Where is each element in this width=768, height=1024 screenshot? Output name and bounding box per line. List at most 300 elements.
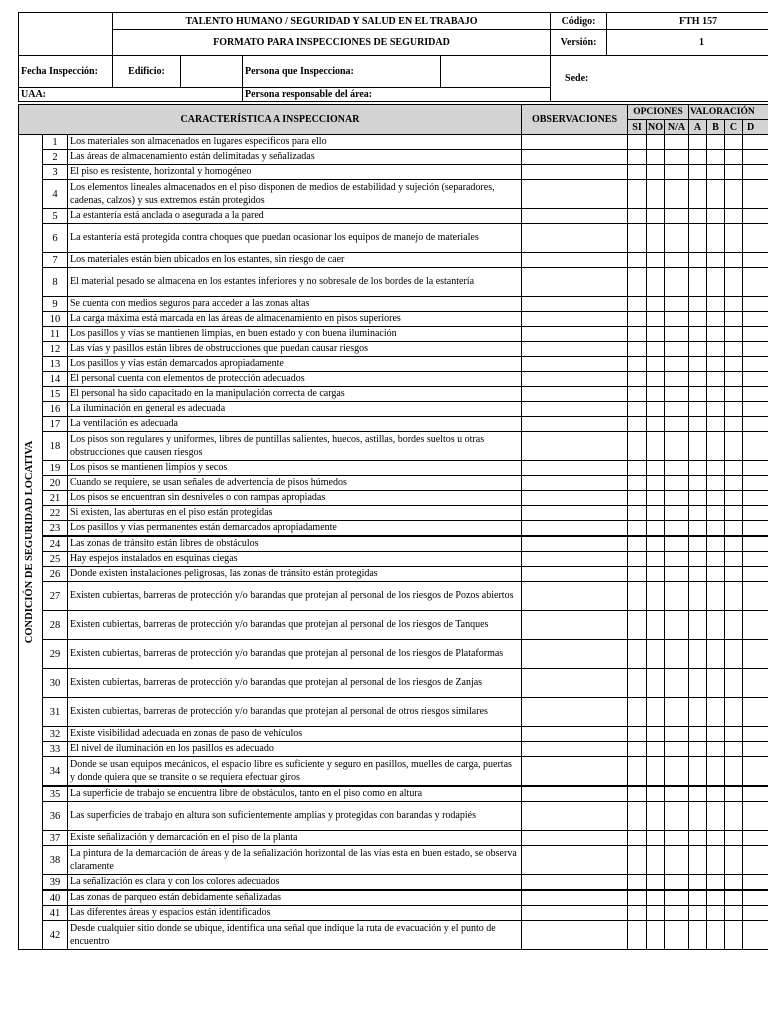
a-cell[interactable] [689, 180, 707, 209]
na-cell[interactable] [665, 432, 689, 461]
b-cell[interactable] [707, 491, 725, 506]
a-cell[interactable] [689, 698, 707, 727]
a-cell[interactable] [689, 875, 707, 891]
b-cell[interactable] [707, 357, 725, 372]
observaciones-cell[interactable] [522, 742, 628, 757]
si-cell[interactable] [628, 417, 647, 432]
d-cell[interactable] [743, 831, 768, 846]
no-cell[interactable] [647, 890, 665, 906]
si-cell[interactable] [628, 727, 647, 742]
observaciones-cell[interactable] [522, 432, 628, 461]
si-cell[interactable] [628, 297, 647, 312]
si-cell[interactable] [628, 402, 647, 417]
si-cell[interactable] [628, 640, 647, 669]
b-cell[interactable] [707, 312, 725, 327]
b-cell[interactable] [707, 582, 725, 611]
c-cell[interactable] [725, 742, 743, 757]
c-cell[interactable] [725, 506, 743, 521]
si-cell[interactable] [628, 875, 647, 891]
no-cell[interactable] [647, 640, 665, 669]
b-cell[interactable] [707, 297, 725, 312]
no-cell[interactable] [647, 180, 665, 209]
na-cell[interactable] [665, 640, 689, 669]
observaciones-cell[interactable] [522, 890, 628, 906]
na-cell[interactable] [665, 357, 689, 372]
c-cell[interactable] [725, 875, 743, 891]
a-cell[interactable] [689, 135, 707, 150]
c-cell[interactable] [725, 890, 743, 906]
c-cell[interactable] [725, 432, 743, 461]
a-cell[interactable] [689, 552, 707, 567]
na-cell[interactable] [665, 224, 689, 253]
na-cell[interactable] [665, 742, 689, 757]
no-cell[interactable] [647, 312, 665, 327]
observaciones-cell[interactable] [522, 757, 628, 787]
si-cell[interactable] [628, 698, 647, 727]
observaciones-cell[interactable] [522, 567, 628, 582]
a-cell[interactable] [689, 742, 707, 757]
na-cell[interactable] [665, 342, 689, 357]
observaciones-cell[interactable] [522, 297, 628, 312]
d-cell[interactable] [743, 297, 768, 312]
na-cell[interactable] [665, 327, 689, 342]
d-cell[interactable] [743, 742, 768, 757]
a-cell[interactable] [689, 461, 707, 476]
a-cell[interactable] [689, 669, 707, 698]
c-cell[interactable] [725, 582, 743, 611]
d-cell[interactable] [743, 327, 768, 342]
c-cell[interactable] [725, 921, 743, 950]
observaciones-cell[interactable] [522, 135, 628, 150]
si-cell[interactable] [628, 342, 647, 357]
na-cell[interactable] [665, 417, 689, 432]
c-cell[interactable] [725, 611, 743, 640]
a-cell[interactable] [689, 536, 707, 552]
a-cell[interactable] [689, 521, 707, 537]
no-cell[interactable] [647, 327, 665, 342]
a-cell[interactable] [689, 506, 707, 521]
d-cell[interactable] [743, 432, 768, 461]
c-cell[interactable] [725, 476, 743, 491]
d-cell[interactable] [743, 611, 768, 640]
d-cell[interactable] [743, 552, 768, 567]
na-cell[interactable] [665, 476, 689, 491]
no-cell[interactable] [647, 491, 665, 506]
c-cell[interactable] [725, 209, 743, 224]
si-cell[interactable] [628, 253, 647, 268]
no-cell[interactable] [647, 506, 665, 521]
si-cell[interactable] [628, 846, 647, 875]
no-cell[interactable] [647, 165, 665, 180]
a-cell[interactable] [689, 802, 707, 831]
na-cell[interactable] [665, 875, 689, 891]
d-cell[interactable] [743, 417, 768, 432]
a-cell[interactable] [689, 387, 707, 402]
no-cell[interactable] [647, 727, 665, 742]
observaciones-cell[interactable] [522, 476, 628, 491]
d-cell[interactable] [743, 312, 768, 327]
no-cell[interactable] [647, 669, 665, 698]
b-cell[interactable] [707, 432, 725, 461]
a-cell[interactable] [689, 846, 707, 875]
si-cell[interactable] [628, 165, 647, 180]
b-cell[interactable] [707, 253, 725, 268]
a-cell[interactable] [689, 906, 707, 921]
na-cell[interactable] [665, 727, 689, 742]
d-cell[interactable] [743, 727, 768, 742]
si-cell[interactable] [628, 742, 647, 757]
b-cell[interactable] [707, 165, 725, 180]
b-cell[interactable] [707, 552, 725, 567]
c-cell[interactable] [725, 417, 743, 432]
no-cell[interactable] [647, 552, 665, 567]
si-cell[interactable] [628, 476, 647, 491]
no-cell[interactable] [647, 536, 665, 552]
si-cell[interactable] [628, 890, 647, 906]
si-cell[interactable] [628, 491, 647, 506]
c-cell[interactable] [725, 312, 743, 327]
no-cell[interactable] [647, 567, 665, 582]
no-cell[interactable] [647, 417, 665, 432]
b-cell[interactable] [707, 536, 725, 552]
observaciones-cell[interactable] [522, 224, 628, 253]
b-cell[interactable] [707, 372, 725, 387]
no-cell[interactable] [647, 698, 665, 727]
b-cell[interactable] [707, 476, 725, 491]
observaciones-cell[interactable] [522, 786, 628, 802]
si-cell[interactable] [628, 802, 647, 831]
d-cell[interactable] [743, 224, 768, 253]
d-cell[interactable] [743, 921, 768, 950]
na-cell[interactable] [665, 921, 689, 950]
a-cell[interactable] [689, 611, 707, 640]
si-cell[interactable] [628, 432, 647, 461]
no-cell[interactable] [647, 846, 665, 875]
c-cell[interactable] [725, 521, 743, 537]
d-cell[interactable] [743, 402, 768, 417]
d-cell[interactable] [743, 506, 768, 521]
observaciones-cell[interactable] [522, 536, 628, 552]
b-cell[interactable] [707, 611, 725, 640]
no-cell[interactable] [647, 875, 665, 891]
no-cell[interactable] [647, 357, 665, 372]
observaciones-cell[interactable] [522, 521, 628, 537]
si-cell[interactable] [628, 327, 647, 342]
c-cell[interactable] [725, 135, 743, 150]
na-cell[interactable] [665, 387, 689, 402]
si-cell[interactable] [628, 387, 647, 402]
si-cell[interactable] [628, 135, 647, 150]
si-cell[interactable] [628, 921, 647, 950]
na-cell[interactable] [665, 150, 689, 165]
observaciones-cell[interactable] [522, 906, 628, 921]
observaciones-cell[interactable] [522, 253, 628, 268]
observaciones-cell[interactable] [522, 327, 628, 342]
si-cell[interactable] [628, 521, 647, 537]
c-cell[interactable] [725, 165, 743, 180]
no-cell[interactable] [647, 611, 665, 640]
si-cell[interactable] [628, 611, 647, 640]
si-cell[interactable] [628, 180, 647, 209]
c-cell[interactable] [725, 253, 743, 268]
no-cell[interactable] [647, 432, 665, 461]
d-cell[interactable] [743, 209, 768, 224]
a-cell[interactable] [689, 342, 707, 357]
b-cell[interactable] [707, 224, 725, 253]
a-cell[interactable] [689, 372, 707, 387]
edificio-field[interactable] [181, 56, 243, 88]
d-cell[interactable] [743, 180, 768, 209]
b-cell[interactable] [707, 921, 725, 950]
no-cell[interactable] [647, 135, 665, 150]
b-cell[interactable] [707, 150, 725, 165]
c-cell[interactable] [725, 669, 743, 698]
b-cell[interactable] [707, 327, 725, 342]
si-cell[interactable] [628, 312, 647, 327]
b-cell[interactable] [707, 521, 725, 537]
na-cell[interactable] [665, 611, 689, 640]
observaciones-cell[interactable] [522, 846, 628, 875]
d-cell[interactable] [743, 387, 768, 402]
c-cell[interactable] [725, 402, 743, 417]
observaciones-cell[interactable] [522, 640, 628, 669]
a-cell[interactable] [689, 327, 707, 342]
no-cell[interactable] [647, 387, 665, 402]
c-cell[interactable] [725, 297, 743, 312]
c-cell[interactable] [725, 342, 743, 357]
observaciones-cell[interactable] [522, 372, 628, 387]
d-cell[interactable] [743, 757, 768, 787]
no-cell[interactable] [647, 150, 665, 165]
b-cell[interactable] [707, 387, 725, 402]
a-cell[interactable] [689, 582, 707, 611]
d-cell[interactable] [743, 802, 768, 831]
observaciones-cell[interactable] [522, 312, 628, 327]
a-cell[interactable] [689, 417, 707, 432]
na-cell[interactable] [665, 698, 689, 727]
na-cell[interactable] [665, 552, 689, 567]
c-cell[interactable] [725, 357, 743, 372]
no-cell[interactable] [647, 268, 665, 297]
observaciones-cell[interactable] [522, 669, 628, 698]
observaciones-cell[interactable] [522, 552, 628, 567]
no-cell[interactable] [647, 461, 665, 476]
b-cell[interactable] [707, 402, 725, 417]
observaciones-cell[interactable] [522, 506, 628, 521]
no-cell[interactable] [647, 372, 665, 387]
b-cell[interactable] [707, 417, 725, 432]
d-cell[interactable] [743, 476, 768, 491]
na-cell[interactable] [665, 906, 689, 921]
no-cell[interactable] [647, 786, 665, 802]
no-cell[interactable] [647, 342, 665, 357]
a-cell[interactable] [689, 312, 707, 327]
d-cell[interactable] [743, 135, 768, 150]
observaciones-cell[interactable] [522, 875, 628, 891]
d-cell[interactable] [743, 268, 768, 297]
c-cell[interactable] [725, 906, 743, 921]
observaciones-cell[interactable] [522, 417, 628, 432]
na-cell[interactable] [665, 491, 689, 506]
na-cell[interactable] [665, 890, 689, 906]
a-cell[interactable] [689, 491, 707, 506]
d-cell[interactable] [743, 890, 768, 906]
observaciones-cell[interactable] [522, 268, 628, 297]
na-cell[interactable] [665, 253, 689, 268]
na-cell[interactable] [665, 180, 689, 209]
observaciones-cell[interactable] [522, 831, 628, 846]
si-cell[interactable] [628, 552, 647, 567]
si-cell[interactable] [628, 461, 647, 476]
si-cell[interactable] [628, 567, 647, 582]
d-cell[interactable] [743, 342, 768, 357]
d-cell[interactable] [743, 786, 768, 802]
b-cell[interactable] [707, 727, 725, 742]
c-cell[interactable] [725, 786, 743, 802]
a-cell[interactable] [689, 757, 707, 787]
si-cell[interactable] [628, 669, 647, 698]
no-cell[interactable] [647, 831, 665, 846]
a-cell[interactable] [689, 402, 707, 417]
b-cell[interactable] [707, 669, 725, 698]
b-cell[interactable] [707, 342, 725, 357]
c-cell[interactable] [725, 387, 743, 402]
c-cell[interactable] [725, 150, 743, 165]
c-cell[interactable] [725, 802, 743, 831]
b-cell[interactable] [707, 906, 725, 921]
b-cell[interactable] [707, 757, 725, 787]
b-cell[interactable] [707, 698, 725, 727]
d-cell[interactable] [743, 491, 768, 506]
d-cell[interactable] [743, 846, 768, 875]
na-cell[interactable] [665, 567, 689, 582]
c-cell[interactable] [725, 180, 743, 209]
no-cell[interactable] [647, 582, 665, 611]
na-cell[interactable] [665, 846, 689, 875]
no-cell[interactable] [647, 906, 665, 921]
a-cell[interactable] [689, 268, 707, 297]
b-cell[interactable] [707, 875, 725, 891]
b-cell[interactable] [707, 742, 725, 757]
si-cell[interactable] [628, 150, 647, 165]
si-cell[interactable] [628, 536, 647, 552]
no-cell[interactable] [647, 224, 665, 253]
no-cell[interactable] [647, 742, 665, 757]
na-cell[interactable] [665, 536, 689, 552]
observaciones-cell[interactable] [522, 921, 628, 950]
d-cell[interactable] [743, 150, 768, 165]
b-cell[interactable] [707, 846, 725, 875]
d-cell[interactable] [743, 253, 768, 268]
a-cell[interactable] [689, 432, 707, 461]
no-cell[interactable] [647, 921, 665, 950]
na-cell[interactable] [665, 802, 689, 831]
no-cell[interactable] [647, 253, 665, 268]
c-cell[interactable] [725, 268, 743, 297]
no-cell[interactable] [647, 476, 665, 491]
a-cell[interactable] [689, 357, 707, 372]
observaciones-cell[interactable] [522, 582, 628, 611]
observaciones-cell[interactable] [522, 802, 628, 831]
na-cell[interactable] [665, 521, 689, 537]
b-cell[interactable] [707, 135, 725, 150]
a-cell[interactable] [689, 224, 707, 253]
a-cell[interactable] [689, 253, 707, 268]
na-cell[interactable] [665, 831, 689, 846]
b-cell[interactable] [707, 268, 725, 297]
si-cell[interactable] [628, 757, 647, 787]
observaciones-cell[interactable] [522, 387, 628, 402]
si-cell[interactable] [628, 209, 647, 224]
si-cell[interactable] [628, 357, 647, 372]
c-cell[interactable] [725, 846, 743, 875]
c-cell[interactable] [725, 640, 743, 669]
d-cell[interactable] [743, 461, 768, 476]
c-cell[interactable] [725, 757, 743, 787]
observaciones-cell[interactable] [522, 209, 628, 224]
na-cell[interactable] [665, 297, 689, 312]
d-cell[interactable] [743, 165, 768, 180]
a-cell[interactable] [689, 567, 707, 582]
na-cell[interactable] [665, 402, 689, 417]
no-cell[interactable] [647, 209, 665, 224]
a-cell[interactable] [689, 297, 707, 312]
a-cell[interactable] [689, 640, 707, 669]
d-cell[interactable] [743, 567, 768, 582]
no-cell[interactable] [647, 521, 665, 537]
b-cell[interactable] [707, 786, 725, 802]
na-cell[interactable] [665, 669, 689, 698]
no-cell[interactable] [647, 402, 665, 417]
observaciones-cell[interactable] [522, 165, 628, 180]
no-cell[interactable] [647, 802, 665, 831]
c-cell[interactable] [725, 461, 743, 476]
observaciones-cell[interactable] [522, 180, 628, 209]
d-cell[interactable] [743, 875, 768, 891]
b-cell[interactable] [707, 802, 725, 831]
na-cell[interactable] [665, 506, 689, 521]
b-cell[interactable] [707, 209, 725, 224]
d-cell[interactable] [743, 640, 768, 669]
na-cell[interactable] [665, 461, 689, 476]
a-cell[interactable] [689, 831, 707, 846]
observaciones-cell[interactable] [522, 150, 628, 165]
a-cell[interactable] [689, 209, 707, 224]
c-cell[interactable] [725, 727, 743, 742]
na-cell[interactable] [665, 312, 689, 327]
observaciones-cell[interactable] [522, 698, 628, 727]
b-cell[interactable] [707, 567, 725, 582]
d-cell[interactable] [743, 372, 768, 387]
c-cell[interactable] [725, 491, 743, 506]
c-cell[interactable] [725, 698, 743, 727]
a-cell[interactable] [689, 921, 707, 950]
d-cell[interactable] [743, 698, 768, 727]
c-cell[interactable] [725, 224, 743, 253]
observaciones-cell[interactable] [522, 491, 628, 506]
si-cell[interactable] [628, 582, 647, 611]
observaciones-cell[interactable] [522, 611, 628, 640]
b-cell[interactable] [707, 831, 725, 846]
na-cell[interactable] [665, 135, 689, 150]
a-cell[interactable] [689, 476, 707, 491]
d-cell[interactable] [743, 582, 768, 611]
na-cell[interactable] [665, 268, 689, 297]
a-cell[interactable] [689, 150, 707, 165]
b-cell[interactable] [707, 506, 725, 521]
na-cell[interactable] [665, 582, 689, 611]
na-cell[interactable] [665, 757, 689, 787]
